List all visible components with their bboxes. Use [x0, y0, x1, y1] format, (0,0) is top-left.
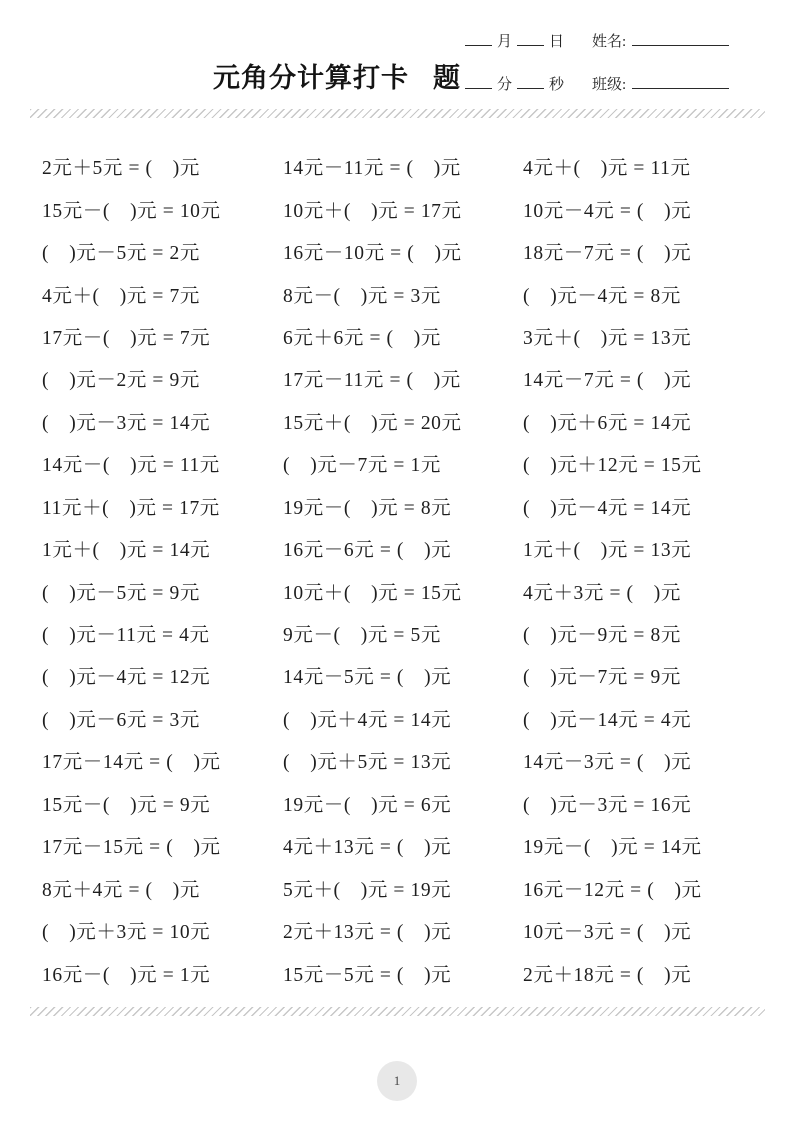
problem-cell: 14元－3元 = ( )元	[523, 752, 692, 774]
problem-cell: 4元＋13元 = ( )元	[283, 837, 452, 859]
problem-cell: 10元＋( )元 = 17元	[283, 200, 462, 222]
month-label: 月	[497, 34, 513, 50]
problem-cell: ( )元－14元 = 4元	[523, 709, 692, 731]
problem-cell: 19元－( )元 = 14元	[523, 837, 702, 859]
problem-cell: ( )元－9元 = 8元	[523, 625, 681, 647]
title-row	[213, 56, 461, 95]
problem-cell: 9元－( )元 = 5元	[283, 625, 441, 647]
title-count-suffix: 题	[433, 63, 461, 93]
problem-cell: 2元＋18元 = ( )元	[523, 964, 692, 986]
problem-cell: 15元－5元 = ( )元	[283, 964, 452, 986]
problem-cell: ( )元－4元 = 14元	[523, 497, 692, 519]
name-blank-line	[632, 33, 729, 46]
time-row	[460, 73, 729, 93]
problem-cell: 19元－( )元 = 8元	[283, 497, 452, 519]
hatched-divider-top	[30, 109, 765, 118]
problem-cell: 15元－( )元 = 10元	[42, 200, 221, 222]
day-label: 日	[549, 34, 565, 50]
problem-cell: 6元＋6元 = ( )元	[283, 327, 441, 349]
problem-cell: 10元＋( )元 = 15元	[283, 582, 462, 604]
problem-cell: 8元－( )元 = 3元	[283, 285, 441, 307]
problem-cell: 17元－14元 = ( )元	[42, 752, 221, 774]
problem-cell: 14元－5元 = ( )元	[283, 667, 452, 689]
problem-cell: ( )元－6元 = 3元	[42, 709, 200, 731]
date-row	[460, 30, 729, 50]
page-title: 元角分计算打卡	[213, 63, 409, 93]
hatched-divider-bottom	[30, 1007, 765, 1016]
problem-cell: 14元－7元 = ( )元	[523, 370, 692, 392]
class-label: 班级:	[592, 77, 627, 93]
problem-cell: ( )元－3元 = 16元	[523, 794, 692, 816]
second-blank-line	[517, 76, 544, 89]
problem-cell: 17元－15元 = ( )元	[42, 837, 221, 859]
problem-cell: 10元－4元 = ( )元	[523, 200, 692, 222]
problem-cell: 10元－3元 = ( )元	[523, 922, 692, 944]
problem-cell: ( )元－11元 = 4元	[42, 625, 210, 647]
problem-cell: 17元－11元 = ( )元	[283, 370, 461, 392]
problem-cell: ( )元－5元 = 2元	[42, 243, 200, 265]
problem-cell: ( )元－4元 = 8元	[523, 285, 681, 307]
day-blank-line	[517, 33, 544, 46]
problem-cell: ( )元＋5元 = 13元	[283, 752, 452, 774]
problem-cell: ( )元＋3元 = 10元	[42, 922, 211, 944]
problem-cell: 11元＋( )元 = 17元	[42, 497, 220, 519]
problems-column	[283, 145, 462, 994]
problem-cell: 19元－( )元 = 6元	[283, 794, 452, 816]
problem-cell: ( )元－7元 = 1元	[283, 455, 441, 477]
problems-column	[42, 145, 221, 994]
problem-cell: ( )元＋4元 = 14元	[283, 709, 452, 731]
problem-cell: 3元＋( )元 = 13元	[523, 327, 692, 349]
problem-cell: ( )元－3元 = 14元	[42, 412, 211, 434]
name-label: 姓名:	[592, 34, 627, 50]
minute-label: 分	[497, 77, 513, 93]
problem-cell: 17元－( )元 = 7元	[42, 327, 211, 349]
problem-cell: 2元＋13元 = ( )元	[283, 922, 452, 944]
problem-cell: ( )元－2元 = 9元	[42, 370, 200, 392]
problem-cell: ( )元－5元 = 9元	[42, 582, 200, 604]
minute-blank-line	[465, 76, 492, 89]
problem-cell: 14元－( )元 = 11元	[42, 455, 220, 477]
problem-cell: 5元＋( )元 = 19元	[283, 879, 452, 901]
problem-cell: 15元＋( )元 = 20元	[283, 412, 462, 434]
problem-cell: ( )元－7元 = 9元	[523, 667, 681, 689]
second-label: 秒	[549, 77, 565, 93]
problem-cell: ( )元＋6元 = 14元	[523, 412, 692, 434]
problem-cell: 14元－11元 = ( )元	[283, 158, 461, 180]
problem-cell: 1元＋( )元 = 14元	[42, 540, 211, 562]
problem-cell: 8元＋4元 = ( )元	[42, 879, 200, 901]
month-blank-line	[465, 33, 492, 46]
problem-cell: 4元＋( )元 = 11元	[523, 158, 691, 180]
problem-cell: 16元－( )元 = 1元	[42, 964, 211, 986]
problem-cell: 18元－7元 = ( )元	[523, 243, 692, 265]
problem-cell: 15元－( )元 = 9元	[42, 794, 211, 816]
problems-column	[523, 145, 702, 994]
problem-cell: ( )元－4元 = 12元	[42, 667, 211, 689]
problem-cell: 16元－6元 = ( )元	[283, 540, 452, 562]
problem-cell: 1元＋( )元 = 13元	[523, 540, 692, 562]
header-meta	[460, 30, 729, 116]
class-blank-line	[632, 76, 729, 89]
problem-cell: 2元＋5元 = ( )元	[42, 158, 200, 180]
page-number-badge: 1	[377, 1061, 417, 1101]
problem-cell: 16元－10元 = ( )元	[283, 243, 462, 265]
problem-cell: 16元－12元 = ( )元	[523, 879, 702, 901]
problem-cell: 4元＋3元 = ( )元	[523, 582, 681, 604]
problem-cell: ( )元＋12元 = 15元	[523, 455, 702, 477]
problem-cell: 4元＋( )元 = 7元	[42, 285, 200, 307]
